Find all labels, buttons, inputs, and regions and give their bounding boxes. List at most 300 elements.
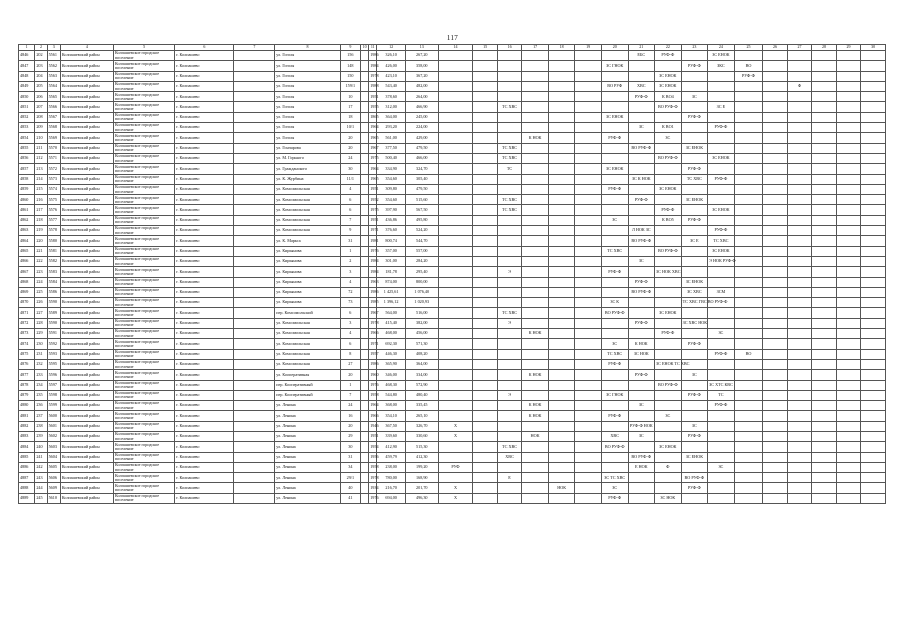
table-cell (234, 92, 275, 102)
table-cell (861, 483, 886, 493)
table-cell (601, 421, 628, 431)
table-cell: 382,00 (405, 318, 438, 328)
table-cell (812, 246, 837, 256)
table-cell (361, 339, 369, 349)
table-cell: 4868 (19, 277, 35, 287)
table-cell (548, 380, 575, 390)
table-cell (473, 390, 498, 400)
table-cell: Колпашевское городское поселение (113, 205, 174, 215)
table-cell (234, 184, 275, 194)
table-cell: ул. Ленина (275, 442, 340, 452)
table-cell (861, 318, 886, 328)
table-cell (836, 277, 861, 287)
table-cell (497, 81, 522, 91)
table-cell (812, 51, 837, 61)
table-cell: 159/1 (340, 81, 360, 91)
table-cell (575, 215, 602, 225)
table-cell (655, 452, 682, 462)
table-cell: 429,00 (405, 133, 438, 143)
table-cell: 235 (35, 390, 47, 400)
table-cell: 1967 (369, 143, 377, 153)
table-cell: г. Колпашево (175, 390, 234, 400)
table-cell (473, 51, 498, 61)
table-cell (234, 493, 275, 503)
table-cell: 397,90 (377, 205, 406, 215)
table-cell: 1954 (369, 442, 377, 452)
table-cell (734, 359, 763, 369)
table-cell (522, 205, 549, 215)
table-cell (234, 153, 275, 163)
table-cell (497, 370, 522, 380)
table-cell: ЗС Е (708, 102, 735, 112)
table-cell (787, 390, 812, 400)
table-row (19, 287, 886, 297)
table-cell (681, 226, 708, 236)
table-cell (234, 298, 275, 308)
table-cell: ВО (734, 349, 763, 359)
table-cell (234, 174, 275, 184)
table-cell (734, 431, 763, 441)
table-cell: 227 (35, 308, 47, 318)
table-cell: ул. Ленина (275, 401, 340, 411)
table-row (19, 462, 886, 472)
table-cell (708, 339, 735, 349)
table-cell: ул. Комсомольская (275, 339, 340, 349)
table-cell (522, 359, 549, 369)
table-cell (234, 51, 275, 61)
table-cell (361, 102, 369, 112)
table-cell (836, 205, 861, 215)
table-cell: 208 (35, 112, 47, 122)
table-cell (734, 133, 763, 143)
table-cell (836, 359, 861, 369)
table-cell (861, 246, 886, 256)
table-cell: ул. Ленина (275, 462, 340, 472)
table-cell (575, 318, 602, 328)
table-cell: РУФ-Ф (681, 431, 708, 441)
table-cell: ЗС (655, 411, 682, 421)
table-cell (763, 277, 788, 287)
table-cell: 29/1 (340, 473, 360, 483)
table-cell: Колпашевский район (60, 256, 113, 266)
table-cell (681, 349, 708, 359)
table-cell: 800,00 (405, 277, 438, 287)
table-cell (734, 370, 763, 380)
table-cell (548, 102, 575, 112)
table-cell: 41 (340, 493, 360, 503)
table-cell: пер. Комсомольский (275, 308, 340, 318)
table-cell (812, 298, 837, 308)
table-cell (628, 329, 655, 339)
table-cell (812, 153, 837, 163)
table-cell: 1958 (369, 390, 377, 400)
table-cell (734, 174, 763, 184)
table-cell: 1952 (369, 195, 377, 205)
table-cell (522, 174, 549, 184)
table-cell (681, 153, 708, 163)
table-cell (438, 61, 473, 71)
table-cell (522, 92, 549, 102)
table-cell: 4849 (19, 81, 35, 91)
table-cell: ул. Кирьянова (275, 287, 340, 297)
table-cell: г. Колпашево (175, 184, 234, 194)
table-cell (361, 370, 369, 380)
table-cell (361, 215, 369, 225)
table-cell (812, 329, 837, 339)
table-cell (234, 452, 275, 462)
table-cell: 4854 (19, 133, 35, 143)
table-cell: Х (438, 431, 473, 441)
table-cell (655, 318, 682, 328)
table-cell: 544,70 (405, 236, 438, 246)
table-cell: 377,50 (377, 143, 406, 153)
table-cell (575, 349, 602, 359)
table-cell (473, 184, 498, 194)
table-cell (601, 236, 628, 246)
table-row (19, 133, 886, 143)
table-cell (708, 184, 735, 194)
table-cell (575, 51, 602, 61)
table-cell: 7 (340, 390, 360, 400)
table-cell (734, 195, 763, 205)
table-cell: 572,90 (405, 380, 438, 390)
table-cell (655, 164, 682, 174)
table-cell: 4859 (19, 184, 35, 194)
table-cell: 181,78 (377, 267, 406, 277)
table-cell (601, 318, 628, 328)
table-cell: 4853 (19, 123, 35, 133)
table-cell (734, 287, 763, 297)
table-cell (681, 256, 708, 266)
table-cell: ул. Ленина (275, 493, 340, 503)
table-cell: ЕБС (628, 51, 655, 61)
table-cell: ВО РУФ-Ф (601, 442, 628, 452)
table-cell (522, 51, 549, 61)
table-cell (575, 102, 602, 112)
table-cell: Колпашевский район (60, 442, 113, 452)
table-cell (861, 267, 886, 277)
table-cell (734, 329, 763, 339)
table-cell: 4860 (19, 195, 35, 205)
table-cell: 156 (340, 51, 360, 61)
table-cell (655, 473, 682, 483)
column-number-cell: 13 (405, 45, 438, 51)
table-cell (473, 329, 498, 339)
table-cell (575, 359, 602, 369)
table-cell: 1955 (369, 102, 377, 112)
table-cell (601, 287, 628, 297)
table-cell (234, 112, 275, 122)
table-row (19, 61, 886, 71)
table-cell: 4864 (19, 236, 35, 246)
table-cell: РУФ-Ф (628, 92, 655, 102)
table-cell (708, 411, 735, 421)
table-row (19, 92, 886, 102)
table-cell (575, 71, 602, 81)
table-cell: 31 (340, 236, 360, 246)
table-cell: ВО РУФ-Ф (628, 236, 655, 246)
table-cell (763, 102, 788, 112)
table-cell: 265,10 (405, 411, 438, 421)
table-row (19, 174, 886, 184)
table-cell: РУФ-Ф (681, 112, 708, 122)
table-cell (601, 51, 628, 61)
table-cell: пер. Кооперативный (275, 390, 340, 400)
table-cell (522, 421, 549, 431)
table-cell: Колпашевское городское поселение (113, 61, 174, 71)
table-cell: ул. Гоголя (275, 123, 340, 133)
table-cell (575, 452, 602, 462)
table-cell: 4875 (19, 349, 35, 359)
table-cell (836, 92, 861, 102)
table-cell: 4863 (19, 226, 35, 236)
table-cell (473, 226, 498, 236)
table-cell (361, 256, 369, 266)
table-cell (734, 236, 763, 246)
table-cell: РУФ-Ф (601, 184, 628, 194)
table-cell (861, 421, 886, 431)
table-cell (497, 431, 522, 441)
table-cell: 20 (340, 370, 360, 380)
table-cell: К НОК (522, 133, 549, 143)
table-cell: 224 (35, 277, 47, 287)
table-cell: 231 (35, 349, 47, 359)
table-cell: г. Колпашево (175, 246, 234, 256)
table-cell (655, 401, 682, 411)
table-cell: 4865 (19, 246, 35, 256)
table-cell (708, 112, 735, 122)
table-cell (548, 411, 575, 421)
table-cell (708, 267, 735, 277)
table-cell (234, 359, 275, 369)
table-cell (812, 431, 837, 441)
table-cell (836, 123, 861, 133)
table-cell (497, 359, 522, 369)
table-cell: г. Колпашево (175, 359, 234, 369)
table-cell: 367,20 (405, 71, 438, 81)
table-cell: 354,60 (377, 195, 406, 205)
table-cell: 1978 (369, 71, 377, 81)
table-cell (812, 380, 837, 390)
table-cell: 1964 (369, 164, 377, 174)
table-cell (361, 442, 369, 452)
table-cell: ТС ХВС (497, 153, 522, 163)
table-cell (575, 339, 602, 349)
table-cell: Колпашевский район (60, 195, 113, 205)
table-cell (575, 267, 602, 277)
table-cell (628, 215, 655, 225)
table-cell (522, 112, 549, 122)
table-cell (681, 329, 708, 339)
table-cell (601, 153, 628, 163)
table-cell (681, 380, 708, 390)
table-cell: Колпашевский район (60, 359, 113, 369)
table-cell (812, 308, 837, 318)
table-cell (548, 318, 575, 328)
table-cell (763, 421, 788, 431)
table-cell: 4870 (19, 298, 35, 308)
table-cell: г. Колпашево (175, 349, 234, 359)
table-cell (836, 61, 861, 71)
table-cell (836, 452, 861, 462)
table-cell: ЗС ЕНОК (655, 308, 682, 318)
table-cell: 1976 (369, 246, 377, 256)
table-cell: 1978 (369, 318, 377, 328)
table-cell (361, 153, 369, 163)
table-cell: Колпашевский район (60, 277, 113, 287)
table-cell (812, 401, 837, 411)
table-cell: 5597 (47, 380, 60, 390)
table-cell (438, 452, 473, 462)
table-row (19, 308, 886, 318)
table-cell: 9 (340, 226, 360, 236)
table-cell (628, 205, 655, 215)
table-cell: 309,80 (377, 184, 406, 194)
table-cell: 5564 (47, 81, 60, 91)
table-cell: 500,40 (377, 153, 406, 163)
table-cell (361, 164, 369, 174)
table-cell (812, 359, 837, 369)
table-cell: Колпашевский район (60, 267, 113, 277)
column-number-cell: 15 (473, 45, 498, 51)
table-cell (836, 81, 861, 91)
table-cell (601, 226, 628, 236)
table-cell: Колпашевское городское поселение (113, 411, 174, 421)
table-cell (234, 102, 275, 112)
table-cell: г. Колпашево (175, 287, 234, 297)
table-cell (734, 452, 763, 462)
table-cell (836, 473, 861, 483)
table-cell (787, 184, 812, 194)
table-cell: Е (497, 473, 522, 483)
table-cell: ЗС (601, 215, 628, 225)
table-cell: ЗС (628, 431, 655, 441)
table-cell: 205 (35, 81, 47, 91)
table-cell: 1 396,12 (377, 298, 406, 308)
table-cell (438, 359, 473, 369)
table-cell (812, 339, 837, 349)
table-cell (787, 287, 812, 297)
table-row (19, 349, 886, 359)
table-cell: г. Колпашево (175, 256, 234, 266)
table-cell: Колпашевский район (60, 452, 113, 462)
table-cell (575, 153, 602, 163)
table-cell: 335,45 (405, 401, 438, 411)
table-cell: ВО РУФ-Ф (655, 246, 682, 256)
table-cell (861, 401, 886, 411)
table-cell: ВО РУФ-Ф (628, 143, 655, 153)
table-cell: 5573 (47, 174, 60, 184)
table-cell (836, 287, 861, 297)
table-cell (681, 51, 708, 61)
table-cell: ХВС (601, 431, 628, 441)
table-cell (548, 308, 575, 318)
table-cell (497, 329, 522, 339)
table-cell: Колпашевское городское поселение (113, 81, 174, 91)
table-cell: 4888 (19, 483, 35, 493)
table-cell (861, 51, 886, 61)
table-cell (438, 287, 473, 297)
table-cell (861, 442, 886, 452)
table-cell (575, 390, 602, 400)
table-cell: Колпашевский район (60, 339, 113, 349)
table-cell: ЗС ТС ХВС (601, 473, 628, 483)
table-cell: ЗС ЕНОК (708, 246, 735, 256)
table-cell: Колпашевское городское поселение (113, 184, 174, 194)
table-cell: 226 (35, 298, 47, 308)
table-cell (763, 256, 788, 266)
table-cell (601, 92, 628, 102)
column-number-cell: 3 (47, 45, 60, 51)
table-row (19, 256, 886, 266)
table-cell (734, 421, 763, 431)
table-cell: 7 (340, 215, 360, 225)
table-cell: 456,00 (405, 329, 438, 339)
table-cell: 4857 (19, 164, 35, 174)
table-cell: РУФ-Ф (681, 390, 708, 400)
table-cell (734, 112, 763, 122)
table-cell: 204 (35, 71, 47, 81)
table-cell: 1986 (369, 287, 377, 297)
table-cell (763, 174, 788, 184)
table-cell (734, 339, 763, 349)
table-cell (861, 493, 886, 503)
table-cell (497, 174, 522, 184)
table-cell (575, 195, 602, 205)
table-cell: 148 (340, 61, 360, 71)
table-cell: 209 (35, 123, 47, 133)
table-cell: ЗС ЕНОК (708, 153, 735, 163)
table-row (19, 339, 886, 349)
table-cell: ТС ХВС (601, 246, 628, 256)
table-cell (787, 215, 812, 225)
table-cell: 495,80 (405, 215, 438, 225)
table-cell: ТС ХВС (497, 195, 522, 205)
table-cell (438, 349, 473, 359)
table-cell: ул. Ленина (275, 421, 340, 431)
table-cell: ВО РУФ-Ф (655, 380, 682, 390)
table-cell: 72 (340, 287, 360, 297)
table-cell (575, 246, 602, 256)
table-cell (234, 287, 275, 297)
table-cell (438, 184, 473, 194)
table-cell (861, 359, 886, 369)
table-cell (708, 308, 735, 318)
table-cell (575, 205, 602, 215)
table-cell: г. Колпашево (175, 298, 234, 308)
table-cell: ВО РУФ-Ф (628, 452, 655, 462)
table-cell (522, 452, 549, 462)
table-cell: ТС ХВС (681, 174, 708, 184)
table-cell: ЗС К НОК (628, 174, 655, 184)
table-cell (628, 298, 655, 308)
table-row (19, 359, 886, 369)
table-cell (734, 184, 763, 194)
table-cell (361, 277, 369, 287)
table-cell: РУФ-Ф (734, 71, 763, 81)
table-cell (861, 153, 886, 163)
table-cell: РУФ-Ф (708, 349, 735, 359)
table-cell: 30 (340, 442, 360, 452)
table-cell (763, 51, 788, 61)
table-cell: 412,90 (377, 442, 406, 452)
table-cell (708, 215, 735, 225)
table-cell: Колпашевское городское поселение (113, 71, 174, 81)
table-cell: ТС (708, 390, 735, 400)
table-cell: 4885 (19, 452, 35, 462)
table-cell (548, 462, 575, 472)
table-cell (734, 462, 763, 472)
